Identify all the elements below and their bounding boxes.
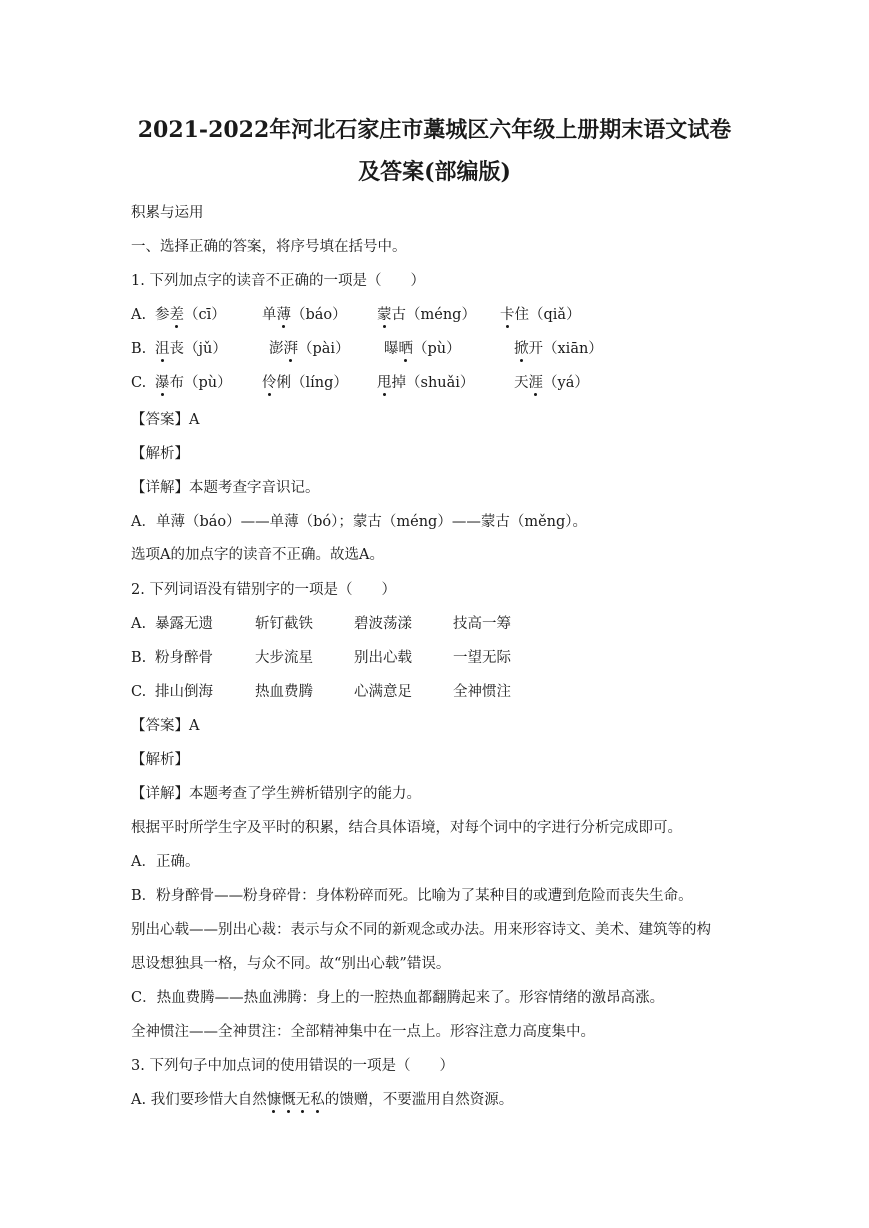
q2-explanation-5: 思设想独具一格，与众不同。故“别出心载”错误。: [131, 956, 451, 972]
option-word: 粉身醉骨: [155, 650, 213, 666]
option-label: A.: [131, 307, 147, 323]
section-heading: 积累与运用: [131, 205, 204, 221]
q2-option-b: [131, 648, 751, 668]
q2-detail: 【详解】本题考查了学生辨析错别字的能力。: [131, 786, 421, 802]
dotted-char: 沮: [155, 341, 170, 357]
q2-explanation-4: 别出心载——别出心裁：表示与众不同的新观念或办法。用来形容诗文、美术、建筑等的构: [131, 922, 711, 938]
q2-option-a: [131, 614, 751, 634]
option-label: A.: [131, 616, 147, 632]
option-word: 天涯（yá）: [514, 375, 589, 391]
option-label: B.: [131, 341, 147, 357]
q1-option-a: [131, 305, 751, 325]
q1-explanation-1: A．单薄（báo）——单薄（bó）；蒙古（méng）——蒙古（měng）。: [131, 514, 588, 530]
dotted-char: 差: [169, 307, 184, 323]
q2-option-c: [131, 682, 751, 702]
dotted-char: 慷: [266, 1092, 282, 1108]
option-word: 澎湃（pài）: [269, 341, 350, 357]
option-word: 卡住（qiǎ）: [500, 307, 581, 323]
dotted-char: 无: [295, 1092, 311, 1108]
option-word: 单薄（báo）: [262, 307, 347, 323]
option-label: C.: [131, 375, 147, 391]
option-word: 热血费腾: [255, 684, 313, 700]
dotted-char: 卡: [500, 307, 515, 323]
q1-answer: 【答案】A: [131, 412, 200, 428]
document-title-line1: 2021-2022年河北石家庄市藁城区六年级上册期末语文试卷: [137, 117, 732, 143]
option-word: 别出心载: [354, 650, 412, 666]
option-word: 一望无际: [453, 650, 511, 666]
option-word: 大步流星: [255, 650, 313, 666]
q1-option-c: [131, 373, 751, 393]
option-word: 甩掉（shuǎi）: [377, 375, 475, 391]
dotted-char: 伶: [262, 375, 277, 391]
option-word: 曝晒（pù）: [384, 341, 461, 357]
q2-stem: 2. 下列词语没有错别字的一项是（ ）: [131, 582, 396, 598]
dotted-char: 瀑: [155, 375, 170, 391]
option-word: 暴露无遗: [155, 616, 213, 632]
dotted-char: 蒙: [377, 307, 392, 323]
option-word: 瀑布（pù）: [155, 375, 232, 391]
option-word: 伶俐（líng）: [262, 375, 348, 391]
option-word: 掀开（xiān）: [514, 341, 603, 357]
dotted-char: 甩: [377, 375, 392, 391]
q1-detail: 【详解】本题考查字音识记。: [131, 480, 320, 496]
dotted-char: 湃: [283, 341, 298, 357]
option-word: 参差（cī）: [155, 307, 226, 323]
q1-stem: 1. 下列加点字的读音不正确的一项是（ ）: [131, 273, 425, 289]
option-word: 沮丧（jǔ）: [155, 341, 227, 357]
q2-answer: 【答案】A: [131, 718, 200, 734]
part-heading: 一、选择正确的答案，将序号填在括号中。: [131, 239, 407, 255]
q2-explanation-6: C．热血费腾——热血沸腾：身上的一腔热血都翻腾起来了。形容情绪的激昂高涨。: [131, 990, 665, 1006]
option-word: 排山倒海: [155, 684, 213, 700]
option-word: 碧波荡漾: [354, 616, 412, 632]
option-word: 蒙古（méng）: [377, 307, 476, 323]
option-label: B.: [131, 650, 147, 666]
q1-option-b: [131, 339, 751, 359]
q2-explanation-7: 全神惯注——全神贯注：全部精神集中在一点上。形容注意力高度集中。: [131, 1024, 595, 1040]
q1-explanation-2: 选项A的加点字的读音不正确。故选A。: [131, 547, 384, 563]
dotted-char: 晒: [398, 341, 413, 357]
dotted-char: 私: [310, 1092, 325, 1108]
option-label: C.: [131, 684, 147, 700]
option-word: 技高一筹: [453, 616, 511, 632]
option-word: 斩钉截铁: [255, 616, 313, 632]
dotted-char: 掀: [514, 341, 529, 357]
dotted-word: [267, 1092, 325, 1108]
q1-analysis: 【解析】: [131, 446, 189, 462]
option-word: 心满意足: [354, 684, 412, 700]
q2-explanation-2: A．正确。: [131, 854, 200, 870]
q2-explanation-3: B．粉身醉骨——粉身碎骨：身体粉碎而死。比喻为了某种目的或遭到危险而丧失生命。: [131, 888, 693, 904]
q3-option-a: A. 我们要珍惜大自然慷慨无私的馈赠，不要滥用自然资源。: [131, 1092, 514, 1108]
q3-stem: 3. 下列句子中加点词的使用错误的一项是（ ）: [131, 1058, 454, 1074]
option-word: 全神惯注: [453, 684, 511, 700]
dotted-char: 慨: [281, 1092, 296, 1108]
q2-explanation-1: 根据平时所学生字及平时的积累，结合具体语境，对每个词中的字进行分析完成即可。: [131, 820, 682, 836]
dotted-char: 涯: [528, 375, 543, 391]
dotted-char: 薄: [276, 307, 291, 323]
q2-analysis: 【解析】: [131, 752, 189, 768]
document-title-line2: 及答案(部编版): [358, 159, 511, 185]
